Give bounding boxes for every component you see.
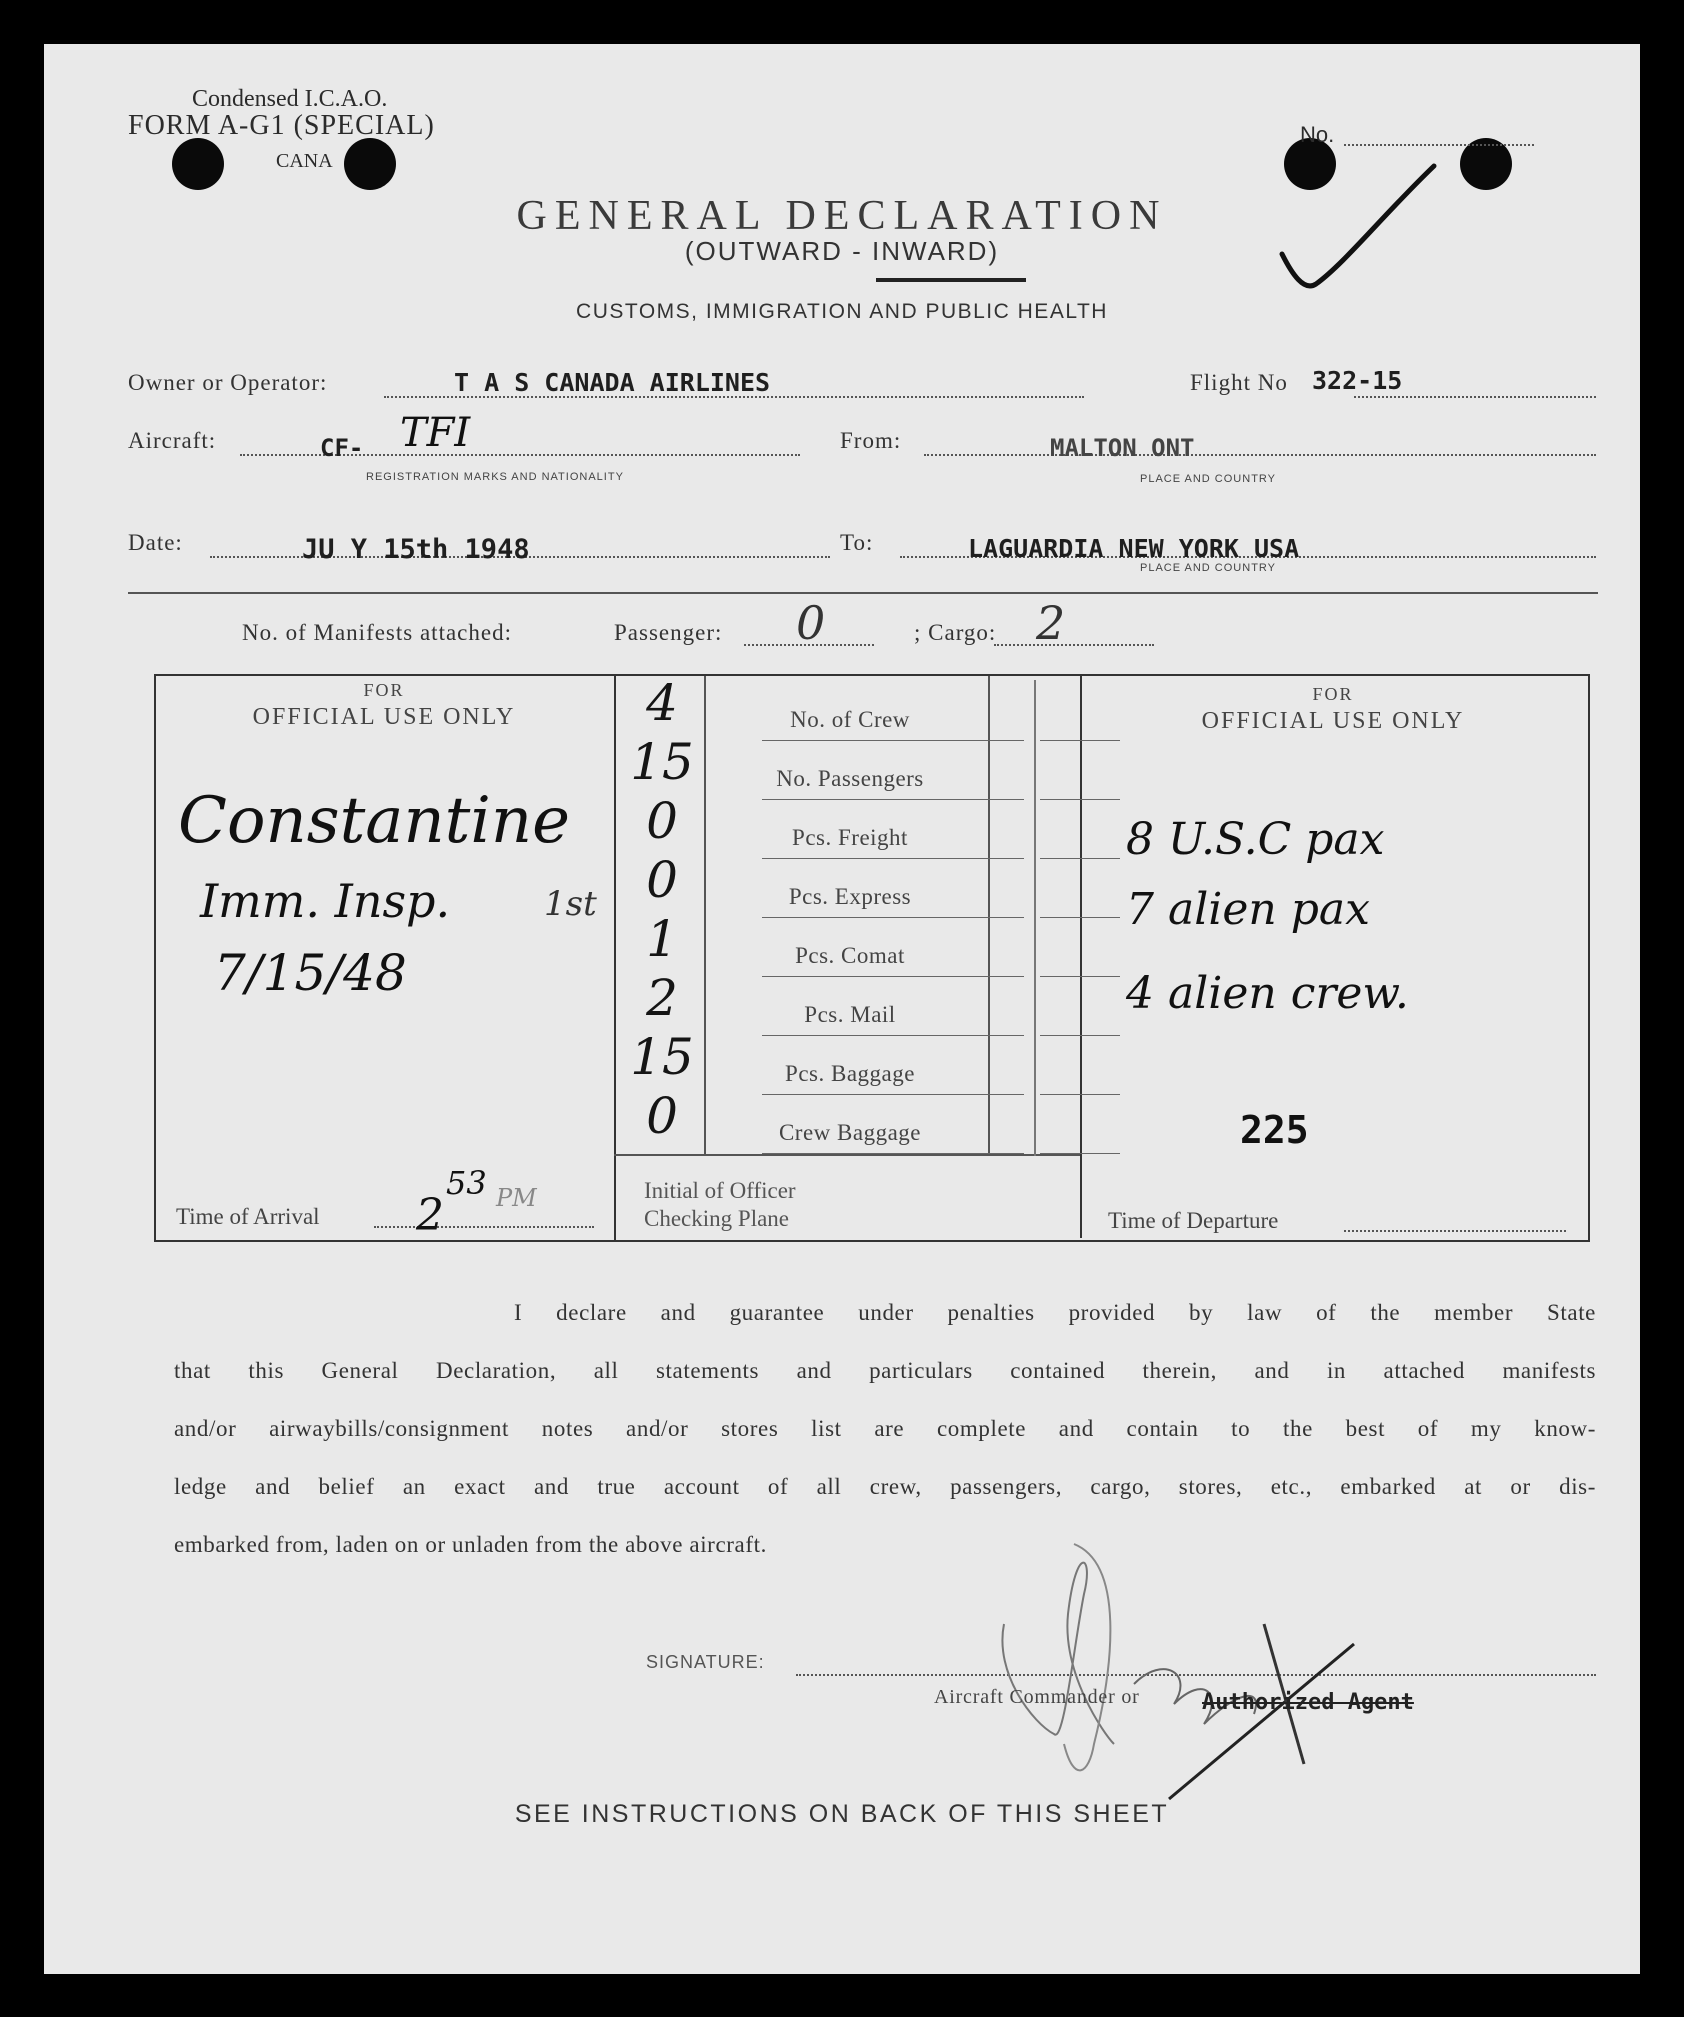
count-value: 15: [630, 733, 694, 791]
count-row-rule: [1040, 1035, 1120, 1036]
inspector-title: Imm. Insp.: [200, 874, 451, 928]
registration-caption: REGISTRATION MARKS AND NATIONALITY: [366, 471, 624, 483]
declaration-line: and/or airwaybills/consignment notes and/or stores list are complete and contain to the best of my know-: [174, 1416, 1596, 1441]
count-value: 1: [646, 910, 678, 968]
count-label: Pcs. Baggage: [785, 1061, 915, 1086]
count-value: 2: [646, 969, 678, 1027]
time-of-arrival-value: 2: [416, 1190, 444, 1241]
count-row-rule: [1040, 1153, 1120, 1154]
time-of-arrival-label: Time of Arrival: [176, 1204, 320, 1229]
count-row-rule: [762, 858, 1024, 859]
count-row-rule: [1040, 976, 1120, 977]
count-row-rule: [762, 740, 1024, 741]
right-note-alien-pax: 7 alien pax: [1126, 884, 1370, 935]
to-value: LAGUARDIA NEW YORK USA: [968, 534, 1300, 563]
form-purpose: CUSTOMS, IMMIGRATION AND PUBLIC HEALTH: [576, 300, 1108, 323]
inspector-signature: Constantine: [178, 784, 570, 858]
punch-hole: [344, 138, 396, 190]
form-title: GENERAL DECLARATION: [516, 193, 1168, 239]
count-row-rule: [762, 976, 1024, 977]
table-divider: [1034, 680, 1036, 1156]
time-of-departure-label: Time of Departure: [1108, 1208, 1279, 1233]
aircraft-registration: TFI: [400, 410, 471, 456]
cargo-manifest-label: ; Cargo:: [914, 620, 997, 645]
arrival-line: [374, 1226, 594, 1228]
checking-plane-label: Checking Plane: [644, 1206, 789, 1231]
manifests-label: No. of Manifests attached:: [242, 620, 512, 645]
table-divider: [704, 676, 706, 1156]
commander-signature-icon: [964, 1444, 1484, 1804]
right-note-usc-pax: 8 U.S.C pax: [1126, 814, 1385, 865]
left-margin-note: 1st: [544, 884, 597, 924]
count-value: 4: [646, 674, 678, 732]
arrival-pm-mark: PM: [496, 1184, 537, 1212]
count-label: No. Passengers: [776, 766, 924, 791]
punch-hole: [172, 138, 224, 190]
from-label: From:: [840, 428, 902, 453]
flight-number-value: 322-15: [1312, 366, 1403, 395]
count-label: Pcs. Mail: [804, 1002, 896, 1027]
table-divider: [614, 1154, 1080, 1156]
flight-number-label: Flight No: [1190, 370, 1288, 395]
date-label: Date:: [128, 530, 183, 555]
right-official-use-label: OFFICIAL USE ONLY: [1201, 708, 1465, 734]
owner-operator-label: Owner or Operator:: [128, 370, 328, 395]
form-number: FORM A-G1 (SPECIAL): [128, 110, 435, 141]
document-number-label: No.: [1300, 122, 1335, 147]
from-place-caption: PLACE AND COUNTRY: [1140, 473, 1276, 485]
signature-label: SIGNATURE:: [646, 1652, 765, 1672]
aircraft-label: Aircraft:: [128, 428, 217, 453]
document-number-line: [1344, 144, 1534, 146]
departure-line: [1344, 1230, 1566, 1232]
count-row-rule: [762, 917, 1024, 918]
count-label: Pcs. Express: [788, 884, 912, 909]
from-value: MALTON ONT: [1050, 434, 1195, 462]
date-value: JU Y 15th 1948: [302, 534, 530, 565]
inward-underline: [876, 278, 1026, 282]
aircraft-prefix: CF-: [320, 434, 364, 462]
form-country: CANA: [276, 150, 333, 172]
arrival-superscript: 53: [446, 1164, 487, 1202]
footer-instructions: SEE INSTRUCTIONS ON BACK OF THIS SHEET: [514, 1800, 1170, 1828]
count-label: Pcs. Comat: [795, 943, 905, 968]
count-row-rule: [1040, 917, 1120, 918]
table-divider: [988, 676, 990, 1156]
count-row-rule: [762, 1153, 1024, 1154]
passenger-manifest-value: 0: [796, 596, 826, 650]
declaration-line: I declare and guarantee under penalties provided by law of the member State: [514, 1300, 1596, 1325]
count-row-rule: [1040, 799, 1120, 800]
flight-line: [1354, 396, 1596, 398]
count-row-rule: [1040, 858, 1120, 859]
commander-caption: Aircraft Commander or: [934, 1686, 1140, 1708]
left-for-label: FOR: [363, 680, 405, 700]
count-row-rule: [1040, 740, 1120, 741]
declaration-line: that this General Declaration, all statements and particulars contained therein, and in attached manifests: [174, 1358, 1596, 1383]
cargo-manifest-value: 2: [1036, 596, 1066, 650]
count-label: No. of Crew: [790, 707, 910, 732]
stamp-number: 225: [1240, 1108, 1309, 1152]
count-row-rule: [762, 1094, 1024, 1095]
form-subtitle: (OUTWARD - INWARD): [684, 236, 1000, 266]
count-row-rule: [762, 1035, 1024, 1036]
right-note-alien-crew: 4 alien crew.: [1126, 968, 1409, 1019]
left-official-use-label: OFFICIAL USE ONLY: [252, 704, 516, 730]
to-place-caption: PLACE AND COUNTRY: [1140, 562, 1276, 574]
initial-of-officer-label: Initial of Officer: [644, 1178, 796, 1203]
count-value: 0: [646, 1087, 678, 1145]
from-line: [924, 454, 1596, 456]
count-row-rule: [762, 799, 1024, 800]
struck-agent-text: Authorized Agent: [1202, 1690, 1414, 1715]
to-label: To:: [840, 530, 874, 555]
count-row-rule: [1040, 1094, 1120, 1095]
declaration-line: embarked from, laden on or unladen from the above aircraft.: [174, 1532, 767, 1557]
count-label: Pcs. Freight: [792, 825, 908, 850]
inspection-date: 7/15/48: [214, 944, 407, 1002]
count-value: 0: [646, 792, 678, 850]
count-value: 0: [646, 851, 678, 909]
declaration-line: ledge and belief an exact and true account of all crew, passengers, cargo, stores, etc., embarked at or dis-: [174, 1474, 1596, 1499]
count-label: Crew Baggage: [778, 1120, 922, 1145]
count-value: 15: [630, 1028, 694, 1086]
form-condensed-label: Condensed I.C.A.O.: [192, 86, 388, 112]
declaration-sheet: [44, 44, 1640, 1974]
owner-operator-value: T A S CANADA AIRLINES: [454, 368, 771, 397]
right-for-label: FOR: [1312, 684, 1354, 704]
passenger-manifest-label: Passenger:: [614, 620, 723, 645]
header-divider: [128, 592, 1598, 594]
cargo-manifest-line: [994, 644, 1154, 646]
